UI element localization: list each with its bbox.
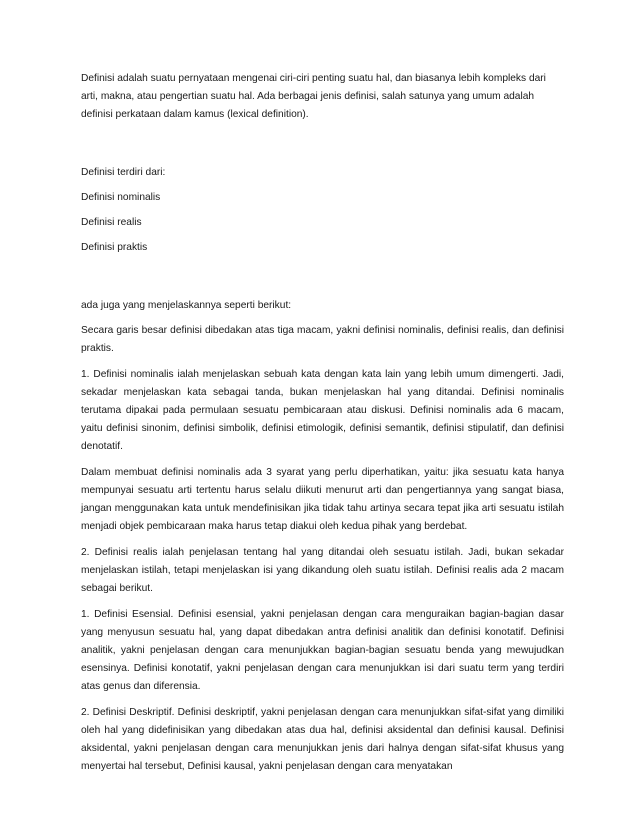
paragraph-definisi-realis: 2. Definisi realis ialah penjelasan tentang hal yang ditandai oleh sesuatu istilah. Jadi, bukan sekadar menjelaskan istilah, tetapi menjelaskan isi yang dikandung oleh suatu istilah. Definisi realis ada 2 macam sebagai berikut.	[81, 547, 564, 594]
document-page	[81, 70, 564, 776]
list-item-nominalis: Definisi nominalis	[81, 192, 161, 203]
paragraph-intro: Definisi adalah suatu pernyataan mengenai ciri-ciri penting suatu hal, dan biasanya lebih kompleks dari arti, makna, atau pengertian suatu hal. Ada berbagai jenis definisi, salah satunya yang umum adalah definisi perkataan dalam kamus (lexical definition).	[81, 73, 546, 120]
paragraph-secara-garis-besar: Secara garis besar definisi dibedakan atas tiga macam, yakni definisi nominalis, definisi realis, dan definisi praktis.	[81, 325, 564, 354]
paragraph-terdiri: Definisi terdiri dari:	[81, 167, 166, 178]
list-item-praktis: Definisi praktis	[81, 242, 148, 253]
paragraph-definisi-esensial: 1. Definisi Esensial. Definisi esensial, yakni penjelasan dengan cara menguraikan bagian-bagian dasar yang menyusun sesuatu hal, yang dapat dibedakan antra definisi analitik dan definisi konotatif. Definisi analitik, yakni penjelasan dengan cara menunjukkan bagian-bagian sesuatu benda yang mewujudkan esensinya. Definisi konotatif, yakni penjelasan dengan cara menunjukkan isi dari suatu term yang terdiri atas genus dan diferensia.	[81, 609, 564, 692]
list-item-realis: Definisi realis	[81, 217, 142, 228]
paragraph-ada-juga: ada juga yang menjelaskannya seperti berikut:	[81, 300, 292, 311]
paragraph-definisi-nominalis: 1. Definisi nominalis ialah menjelaskan sebuah kata dengan kata lain yang lebih umum dimengerti. Jadi, sekadar menjelaskan kata sebagai tanda, bukan menjelaskan hal yang ditandai. Definisi nominalis terutama dipakai pada permulaan sesuatu pembicaraan atau diskusi. Definisi nominalis ada 6 macam, yaitu definisi sinonim, definisi simbolik, definisi etimologik, definisi semantik, definisi stipulatif, dan definisi denotatif.	[81, 369, 564, 452]
paragraph-definisi-deskriptif: 2. Definisi Deskriptif. Definisi deskriptif, yakni penjelasan dengan cara menunjukkan sifat-sifat yang dimiliki oleh hal yang didefinisikan yang dibedakan atas dua hal, definisi aksidental dan definisi kausal. Definisi aksidental, yakni penjelasan dengan cara menunjukkan jenis dari halnya dengan sifat-sifat khusus yang menyertai hal tersebut, Definisi kausal, yakni penjelasan dengan cara menyatakan	[81, 707, 564, 772]
paragraph-syarat-nominalis: Dalam membuat definisi nominalis ada 3 syarat yang perlu diperhatikan, yaitu: jika sesuatu kata hanya mempunyai sesuatu arti tertentu harus selalu diikuti menurut arti dan pengertiannya yang sangat biasa, jangan menggunakan kata untuk mendefinisikan jika tidak tahu artinya secara tepat jika arti sesuatu istilah menjadi objek pembicaraan maka harus tetap diakui oleh kedua pihak yang berdebat.	[81, 467, 564, 532]
